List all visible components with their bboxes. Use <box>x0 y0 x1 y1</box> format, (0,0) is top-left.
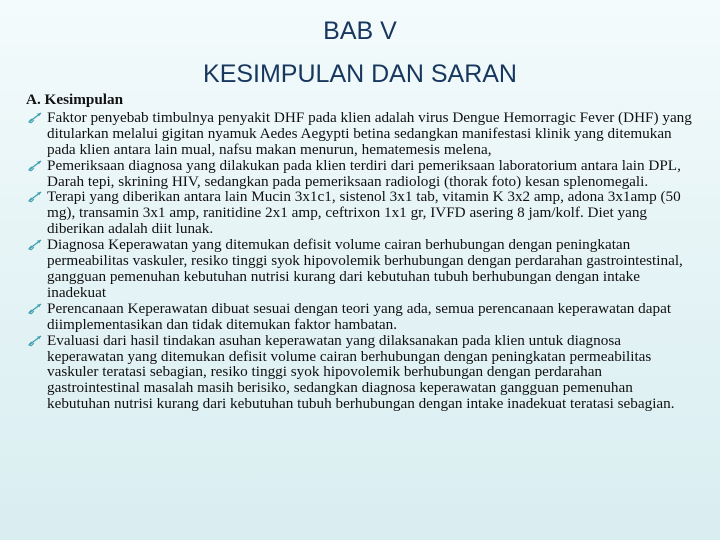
slide-content <box>26 92 698 412</box>
list-item-text: Pemeriksaan diagnosa yang dilakukan pada klien terdiri dari pemeriksaan laboratorium antara lain DPL, Darah tepi, skrining HIV, sedangkan pada pemeriksaan radiologi (thorak foto) kesan splenomegali. <box>47 156 681 190</box>
list-item <box>26 333 698 413</box>
list-item <box>26 158 698 190</box>
list-item-text: Faktor penyebab timbulnya penyakit DHF pada klien adalah virus Dengue Hemorragic Fever (DHF) yang ditularkan melalui gigitan nyamuk Aedes Aegypti betina sedangkan manifestasi klinik yang ditemukan pada klien antara lain mual, nafsu makan menurun, hematemesis melena, <box>47 108 692 158</box>
section-heading: A. Kesimpulan <box>26 91 124 108</box>
list-item <box>26 189 698 237</box>
feather-arrow-icon <box>28 111 43 124</box>
feather-arrow-icon <box>28 190 43 203</box>
list-item <box>26 237 698 301</box>
feather-arrow-icon <box>28 334 43 347</box>
list-item-text: Perencanaan Keperawatan dibuat sesuai dengan teori yang ada, semua perencanaan keperawatan dapat diimplementasikan dan tidak ditemukan faktor hambatan. <box>47 299 672 333</box>
feather-arrow-icon <box>28 159 43 172</box>
list-item <box>26 301 698 333</box>
list-item-text: Diagnosa Keperawatan yang ditemukan defisit volume cairan berhubungan dengan peningkatan permeabilitas vaskuler, resiko tinggi syok hipovolemik berhubungan dengan perdarahan gastrointestinal, gangguan pemenuhan kebutuhan nutrisi kurang dari kebutuhan tubuh berhubungan dengan intake inadekuat <box>47 236 683 301</box>
feather-arrow-icon <box>28 238 43 251</box>
list-item-text: Evaluasi dari hasil tindakan asuhan keperawatan yang dilaksanakan pada klien untuk diagnosa keperawatan yang ditemukan defisit volume cairan berhubungan dengan peningkatan permeabilitas vaskuler teratasi sebagian, resiko tinggi syok hipovolemik berhubungan dengan perdarahan gastrointestinal masalah masih berisiko, sedangkan diagnosa keperawatan gangguan pemenuhan kebutuhan nutrisi kurang dari kebutuhan tubuh berhubungan dengan intake inadekuat teratasi sebagian. <box>47 331 675 413</box>
feather-arrow-icon <box>28 302 43 315</box>
list-item-text: Terapi yang diberikan antara lain Mucin 3x1c1, sistenol 3x1 tab, vitamin K 3x2 amp, adona 3x1amp (50 mg), transamin 3x1 amp, ranitidine 2x1 amp, ceftrixon 1x1 gr, IVFD asering 8 jam/kolf. Diet yang diberikan adalah diit lunak. <box>47 188 681 238</box>
bullet-list <box>26 110 698 412</box>
slide-title-chapter: BAB V <box>323 17 397 45</box>
slide-title-main: KESIMPULAN DAN SARAN <box>203 60 517 88</box>
list-item <box>26 110 698 158</box>
